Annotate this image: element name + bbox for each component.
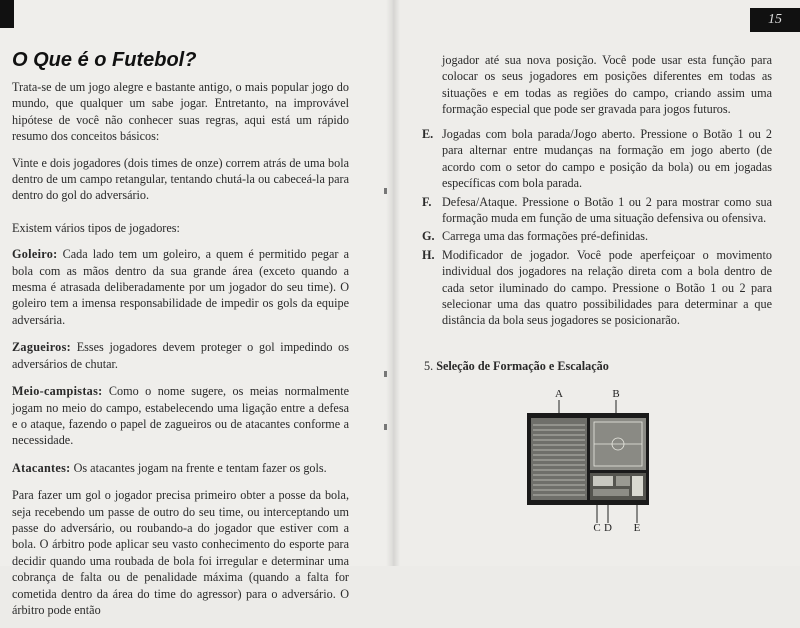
players-paragraph: Vinte e dois jogadores (dois times de onze) correm atrás de uma bola dentro de um campo retangular, tentando chutá-la ou cabeceá-la para dentro do gol do adversário. [12, 155, 349, 203]
figure-label-d: D [604, 522, 612, 531]
term-label: Zagueiros: [12, 340, 71, 355]
item-key: H. [422, 247, 435, 262]
list-item [422, 194, 772, 227]
item-text: Jogadas com bola parada/Jogo aberto. Pressione o Botão 1 ou 2 para alternar entre mudanças na formação em jogo aberto (de acordo com o setor do campo e posição da bola) ou em jogadas específicas com bola parada. [442, 127, 772, 191]
margin-tick [384, 424, 387, 430]
intro-paragraph: Trata-se de um jogo alegre e bastante antigo, o mais popular jogo do mundo, que qualquer um sabe jogar. Entretanto, na improvável hipótese de você não conhecer suas regras, aqui está um rápido resumo dos conceitos básicos: [12, 80, 349, 144]
continuation-paragraph [442, 52, 772, 118]
figure-label-e: E [633, 522, 641, 531]
item-text: Carrega uma das formações pré-definidas. [442, 229, 649, 244]
item-key: F. [422, 194, 432, 209]
section-number: 5. [424, 359, 434, 373]
margin-tick [384, 371, 387, 377]
player-type-atacantes [12, 460, 349, 476]
item-key: G. [422, 229, 435, 244]
term-label: Goleiro: [12, 247, 58, 262]
page-title: O Que é o Futebol? [12, 49, 197, 71]
option-box [632, 476, 643, 496]
continuation-text: jogador até sua nova posição. Você pode usar esta função para colocar os seus jogadores em posições diferentes em todas as situações e em todas as regiões do campo, criando assim uma formação especial que pode ser gravada para jogos futuros. [442, 53, 772, 117]
player-type-zagueiros [12, 339, 349, 372]
item-key: E. [422, 127, 434, 141]
option-box [593, 476, 613, 486]
options-list [422, 126, 772, 331]
term-label: Meio-campistas: [12, 384, 103, 399]
figure-label-c: C [593, 522, 601, 531]
formation-screenshot-figure [519, 385, 665, 531]
left-column [12, 79, 349, 628]
player-types-heading: Existem vários tipos de jogadores: [12, 220, 180, 235]
term-text: Como o nome sugere, os meias normalmente jogam no meio do campo, estabelecendo uma ligação entre a defesa e o ataque, fazendo o papel de zagueiros ou de atacantes conforme a necessidade. [12, 384, 349, 448]
section-heading [424, 359, 609, 374]
item-text: Modificador de jogador. Você pode aperfeiçoar o movimento individual dos jogadores na relação direta com a bola dentro de cada setor iluminado do campo. Pressione o Botão 1 ou 2 para selecionar uma das quatro possibilidades para determinar a que distância da bola seus jogadores se posicionarão. [442, 247, 772, 328]
margin-tick [384, 188, 387, 194]
player-type-meio-campistas [12, 383, 349, 449]
formation-screen-diagram [519, 385, 665, 531]
book-gutter [386, 0, 400, 566]
term-text: Cada lado tem um goleiro, a quem é permitido pegar a bola com as mãos dentro da sua grande área (exceto quando a mesma é atrasada deliberadamente por um jogador do seu time). O goleiro tem a imensa responsabilidade de impedir os gols da equipe adversária. [12, 247, 349, 327]
figure-label-b: B [612, 388, 620, 400]
term-text: Esses jogadores devem proteger o gol impedindo os adversários de chutar. [12, 340, 349, 371]
term-label: Atacantes: [12, 460, 71, 475]
section-title: Seleção de Formação e Escalação [436, 359, 609, 373]
player-type-goleiro [12, 246, 349, 328]
closing-paragraph: Para fazer um gol o jogador precisa primeiro obter a posse da bola, seja recebendo um passe de outro do seu time, ou interceptando um passe do adversário, ou roubando-a do jogador que estiver com a bola. O árbitro pode aplicar seu vasto conhecimento do esporte para decidir quando uma roubada de bola foi irregular e determinar uma cobrança de falta ou de penalidade máxima (quando a falta for cometida dentro da área do time do agressor) para o adversário. O árbitro pode então [12, 488, 349, 617]
left-page [0, 0, 392, 617]
page-edge-tab [0, 0, 14, 28]
term-text: Os atacantes jogam na frente e tentam fazer os gols. [70, 460, 327, 475]
list-item [422, 228, 772, 244]
option-box [593, 489, 629, 496]
page-number: 15 [750, 8, 800, 32]
list-item [422, 247, 772, 329]
figure-label-a: A [555, 388, 563, 400]
list-item [422, 126, 772, 192]
item-text: Defesa/Ataque. Pressione o Botão 1 ou 2 para mostrar como sua formação muda em função de uma situação defensiva ou ofensiva. [442, 194, 772, 226]
option-box [616, 476, 630, 486]
